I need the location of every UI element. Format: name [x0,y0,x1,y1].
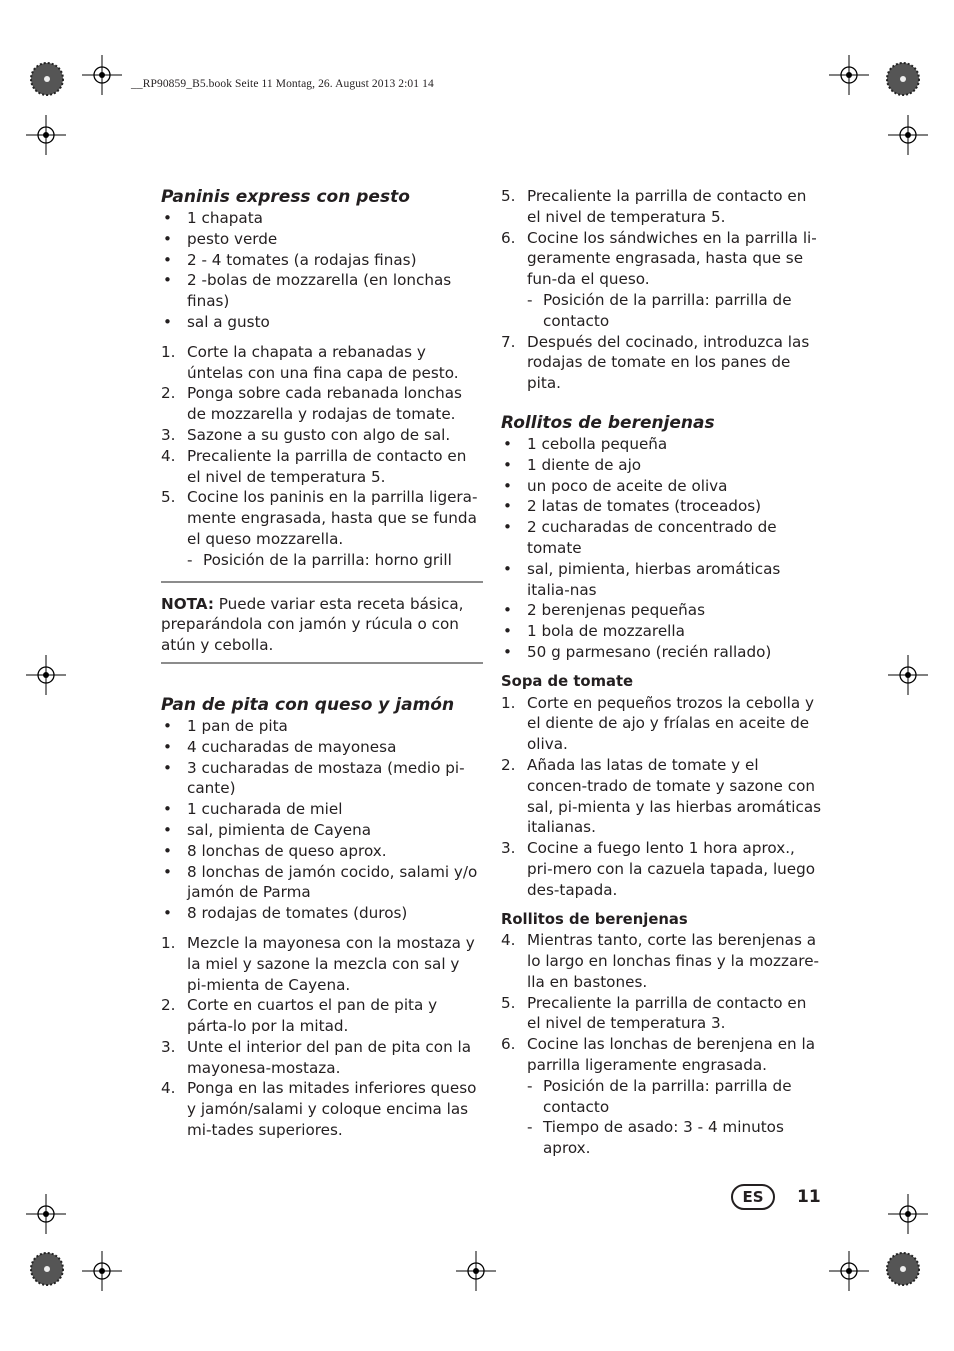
list-item: • 1 bola de mozzarella [503,622,685,641]
list-item: • 4 cucharadas de mayonesa [163,737,397,756]
step-item: 6. Cocine las lonchas de berenjena en la parrilla ligeramente engrasada. - Posición de la parrilla: parrilla de contacto - Tiempo de asado: 3 - 4 minutos aprox. [501,1034,823,1159]
list-item: • 8 lonchas de jamón cocido, salami y/o jamón de Parma [163,862,478,902]
crop-mark-icon [888,115,928,155]
step-subnote: - Posición de la parrilla: parrilla de contacto [527,290,792,330]
step-item: 2. Ponga sobre cada rebanada lonchas de mozzarella y rodajas de tomate. [161,384,462,424]
section-title-rollitos: Rollitos de berenjenas [501,412,715,433]
list-item: • sal, pimienta, hierbas aromáticas italia-nas [503,559,781,599]
color-wheel-icon [886,1252,920,1286]
crop-mark-icon [26,1194,66,1234]
step-item: 6. Cocine los sándwiches en la parrilla li-geramente engrasada, hasta que se fun-da el queso. - Posición de la parrilla: parrilla de contacto [501,228,823,332]
crop-mark-icon [888,655,928,695]
step-item: 1. Mezcle la mayonesa con la mostaza y la miel y sazone la mezcla con sal y pi-mienta de Cayena. [161,933,475,994]
list-item: • pesto verde [163,229,278,248]
step-list [501,693,823,901]
list-item: • 2 -bolas de mozzarella (en lonchas finas) [163,271,452,311]
color-wheel-icon [886,62,920,96]
step-item: 3. Unte el interior del pan de pita con la mayonesa-mostaza. [161,1037,472,1077]
crop-mark-icon [82,55,122,95]
note-label: NOTA: [161,594,214,613]
note-text: Puede variar esta receta básica, preparándola con jamón y rúcula o con atún y cebolla. [161,594,464,655]
crop-mark-icon [26,115,66,155]
list-item: • 8 lonchas de queso aprox. [163,841,387,860]
print-file-info: __RP90859_B5.book Seite 11 Montag, 26. August 2013 2:01 14 [131,78,434,90]
crop-mark-icon [456,1251,496,1291]
list-item: • un poco de aceite de oliva [503,476,728,495]
step-item: 4. Ponga en las mitades inferiores queso y jamón/salami y coloque encima las mi-tades superiores. [161,1079,477,1140]
ingredient-list [501,434,823,663]
crop-mark-icon [829,55,869,95]
list-item: • sal, pimienta de Cayena [163,820,372,839]
step-item: 5. Cocine los paninis en la parrilla ligera-mente engrasada, hasta que se funda el queso mozzarella. - Posición de la parrilla: horno grill [161,487,483,570]
list-item: • sal a gusto [163,312,270,331]
ingredient-list [161,716,483,924]
step-list [161,342,483,571]
list-item: • 1 pan de pita [163,716,288,735]
language-badge: ES [731,1184,775,1210]
step-item: 4. Mientras tanto, corte las berenjenas a lo largo en lonchas finas y la mozzare-lla en bastones. [501,931,820,991]
step-item: 3. Sazone a su gusto con algo de sal. [161,425,451,444]
list-item: • 3 cucharadas de mostaza (medio pi-cante) [163,758,465,798]
list-item: • 2 latas de tomates (troceados) [503,497,762,516]
step-item: 2. Añada las latas de tomate y el concen-trado de tomate y sazone con sal, pi-mienta y las hierbas aromáticas italianas. [501,755,822,837]
step-list [161,933,483,1141]
list-item: • 2 berenjenas pequeñas [503,601,706,620]
ingredient-list [161,208,483,333]
list-item: • 1 cebolla pequeña [503,434,668,453]
step-item: 5. Precaliente la parrilla de contacto en el nivel de temperatura 5. [501,187,807,226]
step-subnote: - Tiempo de asado: 3 - 4 minutos aprox. [527,1118,784,1158]
note-box [161,581,483,664]
crop-mark-icon [888,1194,928,1234]
list-item: • 2 - 4 tomates (a rodajas finas) [163,250,417,269]
step-item: 5. Precaliente la parrilla de contacto en el nivel de temperatura 3. [501,993,807,1033]
left-column [161,186,483,1141]
color-wheel-icon [30,62,64,96]
page-number: 11 [797,1186,821,1207]
list-item: • 1 chapata [163,209,263,227]
step-list [501,186,823,394]
list-item: • 8 rodajas de tomates (duros) [163,904,408,923]
section-title-pan-de-pita: Pan de pita con queso y jamón [161,694,455,715]
step-item: 1. Corte en pequeños trozos la cebolla y el diente de ajo y fríalas en aceite de oliva. [501,693,815,754]
section-title-paninis: Paninis express con pesto [161,187,410,207]
step-list [501,930,823,1159]
crop-mark-icon [829,1251,869,1291]
color-wheel-icon [30,1252,64,1286]
step-subnote: - Posición de la parrilla: parrilla de contacto [527,1076,792,1116]
subsection-title-rollitos: Rollitos de berenjenas [501,910,688,928]
list-item: • 50 g parmesano (recién rallado) [503,642,772,661]
step-item: 1. Corte la chapata a rebanadas y úntelas con una fina capa de pesto. [161,342,459,382]
list-item: • 1 cucharada de miel [163,800,343,819]
crop-mark-icon [26,655,66,695]
list-item: • 2 cucharadas de concentrado de tomate [503,518,777,557]
step-subnote: - Posición de la parrilla: horno grill [187,550,452,569]
page-footer [731,1183,821,1210]
step-item: 3. Cocine a fuego lento 1 hora aprox., pri-mero con la cazuela tapada, luego des-tapada. [501,839,816,899]
step-item: 7. Después del cocinado, introduzca las rodajas de tomate en los panes de pita. [501,332,810,393]
step-item: 4. Precaliente la parrilla de contacto en el nivel de temperatura 5. [161,446,467,486]
right-column [501,186,823,1159]
crop-mark-icon [82,1251,122,1291]
list-item: • 1 diente de ajo [503,455,642,474]
subsection-title-sopa: Sopa de tomate [501,672,634,690]
step-item: 2. Corte en cuartos el pan de pita y párta-lo por la mitad. [161,996,438,1036]
